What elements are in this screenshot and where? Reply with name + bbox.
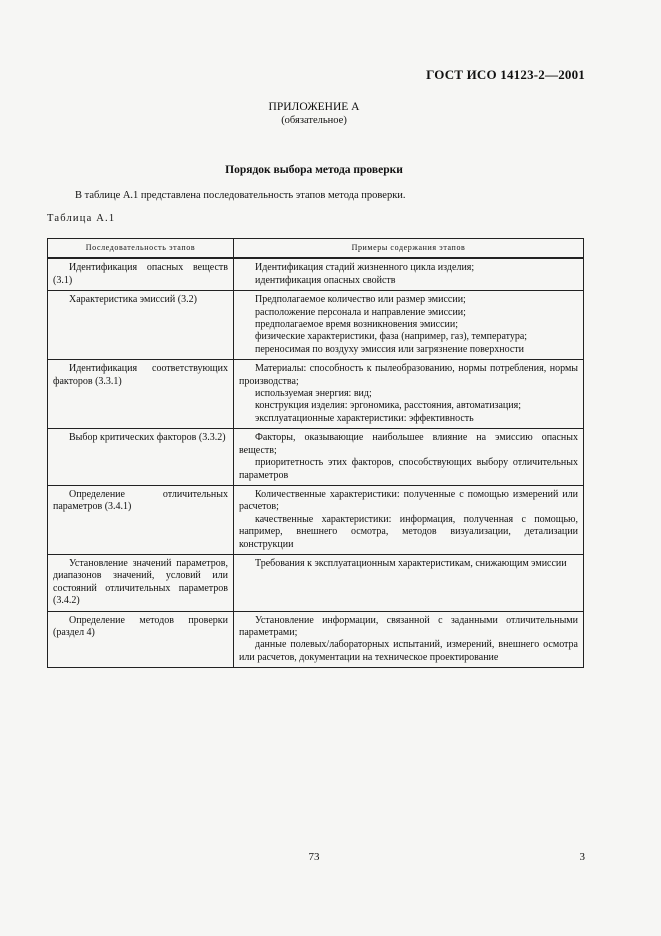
example-line: Факторы, оказывающие наибольшее влияние на эмиссию опасных веществ; (239, 432, 578, 456)
stage-cell: Характеристика эмиссий (3.2) (48, 291, 234, 360)
example-line: Идентификация стадий жизненного цикла изделия; (255, 262, 475, 274)
intro-paragraph: В таблице А.1 представлена последовательность этапов метода проверки. (75, 190, 406, 201)
table-row (48, 554, 584, 611)
example-line: Предполагаемое количество или размер эмиссии; (255, 294, 466, 306)
appendix-title: ПРИЛОЖЕНИЕ А (268, 101, 360, 113)
stage-cell: Определение отличительных параметров (3.4.1) (48, 485, 234, 554)
header-stages: Последовательность этапов (48, 239, 234, 259)
example-line: конструкция изделия: эргономика, расстояния, автоматизация; (255, 400, 522, 412)
example-line: предполагаемое время возникновения эмиссии; (255, 319, 459, 331)
table-row (48, 429, 584, 486)
examples-cell (234, 429, 584, 486)
stage-cell: Идентификация соответствующих факторов (3.3.1) (48, 360, 234, 429)
table-row (48, 258, 584, 290)
example-line: эксплуатационные характеристики: эффективность (255, 412, 474, 424)
examples-cell (234, 360, 584, 429)
example-line: Материалы: способность к пылеобразованию, нормы потребления, нормы производства; (239, 363, 578, 387)
example-line: используемая энергия: вид; (255, 388, 372, 400)
example-line: данные полевых/лабораторных испытаний, измерений, внешнего осмотра или расчетов, документации на техническое проектирование (239, 639, 578, 663)
table-label: Таблица А.1 (47, 213, 116, 224)
appendix-subtitle: (обязательное) (281, 115, 347, 126)
stage-cell: Установление значений параметров, диапазонов значений, условий или состояний отличительных параметров (3.4.2) (48, 554, 234, 611)
examples-cell (234, 485, 584, 554)
examples-cell (234, 611, 584, 668)
example-line: Установление информации, связанной с заданными отличительными параметрами; (239, 614, 578, 638)
table-row (48, 485, 584, 554)
sheet-number: 3 (579, 851, 585, 863)
table-row (48, 291, 584, 360)
appendix-heading (0, 101, 628, 127)
document-code: ГОСТ ИСО 14123-2—2001 (426, 67, 585, 82)
stage-cell: Идентификация опасных веществ (3.1) (48, 258, 234, 290)
table-header-row (48, 239, 584, 259)
examples-cell (234, 554, 584, 611)
examples-cell (234, 291, 584, 360)
table-row (48, 360, 584, 429)
section-title: Порядок выбора метода проверки (225, 164, 403, 176)
example-line: идентификация опасных свойств (255, 274, 396, 286)
page-number: 73 (308, 851, 320, 863)
stages-table (47, 238, 584, 668)
example-line: качественные характеристики: информация, полученная с помощью, например, внешнего осмотра, методов визуализации, детализации конструкции (239, 513, 578, 550)
example-line: физические характеристики, фаза (например, газ), температура; (255, 331, 528, 343)
stage-cell: Выбор критических факторов (3.3.2) (48, 429, 234, 486)
table-body (48, 258, 584, 667)
table-row (48, 611, 584, 668)
example-line: Требования к эксплуатационным характеристикам, снижающим эмиссии (255, 557, 567, 569)
examples-cell (234, 258, 584, 290)
stage-cell: Определение методов проверки (раздел 4) (48, 611, 234, 668)
example-line: переносимая по воздуху эмиссия или загрязнение поверхности (255, 343, 524, 355)
example-line: приоритетность этих факторов, способствующих выбору отличительных параметров (239, 457, 578, 481)
header-examples: Примеры содержания этапов (234, 239, 584, 259)
example-line: Количественные характеристики: полученные с помощью измерений или расчетов; (239, 488, 578, 513)
example-line: расположение персонала и направление эмиссии; (255, 306, 466, 318)
